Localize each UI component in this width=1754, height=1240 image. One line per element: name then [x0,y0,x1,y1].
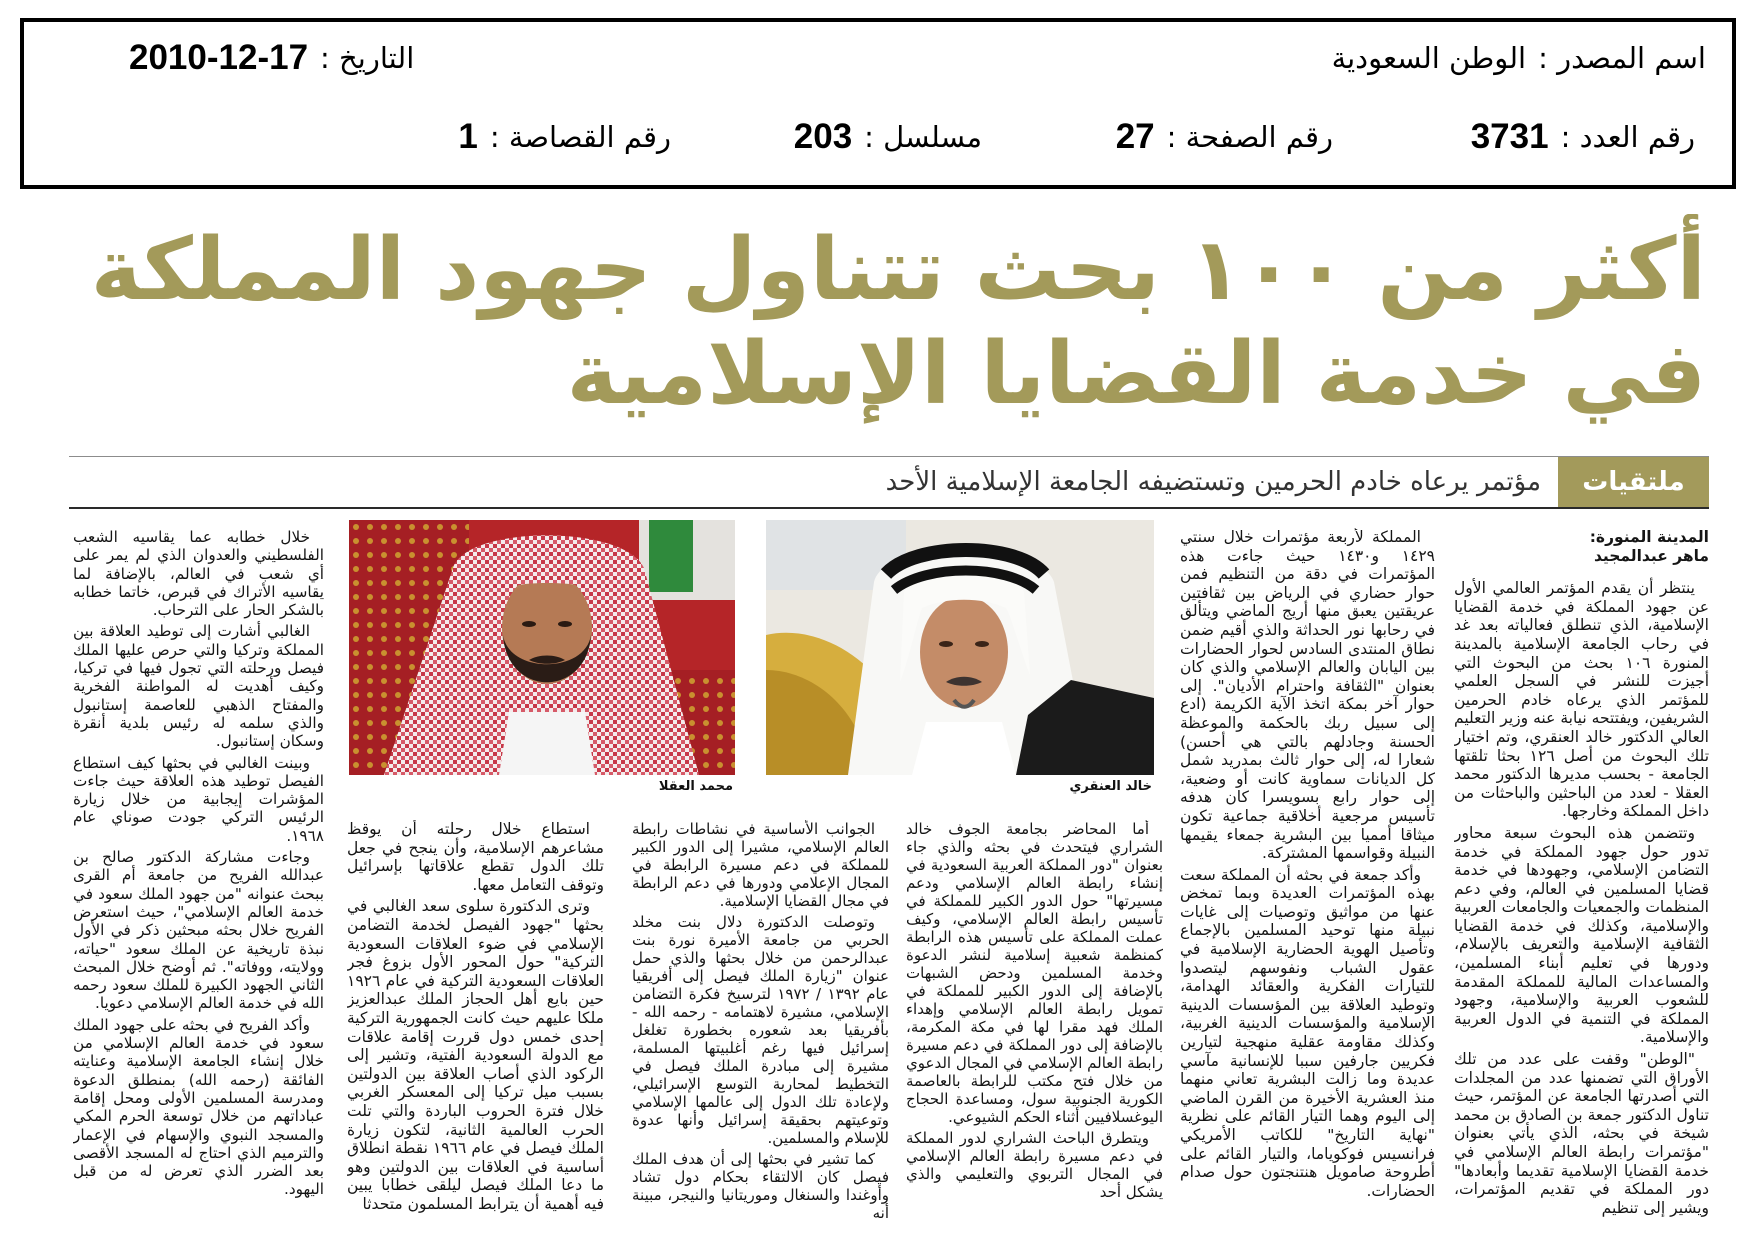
face [920,596,1008,708]
photo-mohammed-alaqla [349,520,735,775]
flag [649,520,693,592]
section-rule-bottom [69,507,1709,509]
right-eye [558,621,572,627]
article-paragraph: ويتطرق الباحث الشراري لدور المملكة في دعم مسيرة رابطة العالم الإسلامي في المجال التربوي والتعليمي والذي يشكل أحد [906,1129,1163,1201]
article-paragraph: الغالبي أشارت إلى توطيد العلاقة بين المملكة وتركيا والتي حرص عليها الملك فيصل ورحلته التي تجول فيها في تركيا، وكيف أهديت له المواطنة الفخرية والمفتاح الذهبي للعاصمة إستانبول والذي سلمه له رئيس بلدية أنقرة وسكان إستانبول. [73,622,324,751]
thobe [499,712,595,775]
page-label: رقم الصفحة : [1166,120,1333,154]
article-column-2 [1180,528,1435,1224]
left-eye [522,621,536,627]
article-paragraph: الجوانب الأساسية في نشاطات رابطة العالم الإسلامي، مشيرا إلى الدور الكبير للمملكة في دعم مسيرة الرابطة في المجال الإعلامي ودورها في دعم الرابطة في مجال القضايا الإسلامية. [632,820,889,910]
article-paragraph: وترى الدكتورة سلوى سعد الغالبي في بحثها "جهود الفيصل لخدمة التضامن الإسلامي في ضوء العلاقات السعودية التركية" حول المحور الأول بزوغ فجر العلاقات السعودية التركية في عام ١٩٢٦ حين بايع أهل الحجاز الملك عبدالعزيز ملكا عليهم حيث كانت الجمهورية التركية إحدى خمس دول قررت إقامة علاقات مع الدولة السعودية الفتية، وتشير إلى الركود الذي أصاب العلاقة بين الدولتين بسبب ميل تركيا إلى المعسكر الغربي خلال فترة الحروب الباردة والتي تلت الحرب العالمية الثانية، لتكون زيارة الملك فيصل في عام ١٩٦٦ نقطة انطلاق أساسية في العلاقات بين الدولتين وهو ما دعا الملك فيصل ليلقى خطابا يبين فيه أهمية أن يترابط المسلمون متحدثا [347,897,604,1213]
serial-field [794,117,982,157]
issue-label: رقم العدد : [1560,120,1695,154]
headline-line-1: أكثر من ١٠٠ بحث تتناول جهود المملكة [90,220,1706,320]
clip-number-field [458,117,671,157]
byline: ماهر عبدالمجيد [1593,546,1709,565]
page-field [1116,117,1333,157]
article-paragraph: خلال خطابه عما يقاسيه الشعب الفلسطيني والعدوان الذي لم يمر على أي شعب في العالم، بالإضافة لما يقاسيه الأتراك في قبرص، خاتما خطابه بالشكر الحار على الترحاب. [73,528,324,620]
clip-number-value: 1 [458,117,478,156]
serial-value: 203 [793,117,853,156]
thobe-collar [912,722,1016,775]
article-paragraph: كما تشير في بحثها إلى أن هدف الملك فيصل كان الالتقاء بحكام دول تشاد وأوغندا والسنغال وموريتانيا والنيجر، مبينة أنه [632,1150,889,1222]
section-rule-top [69,456,1709,457]
date-value: 2010-12-17 [129,38,309,77]
right-eye [975,641,989,647]
date-label: التاريخ : [320,41,415,75]
article-column-5 [347,820,604,1224]
article-column-1 [1454,528,1709,1224]
photo-khalid-alanqari [766,520,1154,775]
article-paragraph: ينتظر أن يقدم المؤتمر العالمي الأول عن جهود المملكة في خدمة القضايا الإسلامية، الذي تنطلق فعالياته بعد غد في رحاب الجامعة الإسلامية بالمدينة المنورة ١٠٦ بحث من البحوث التي أجيزت للنشر في السجل العلمي للمؤتمر الذي يرعاه خادم الحرمين الشريفين، ويفتتحه نيابة عنه وزير التعليم العالي الدكتور خالد العنقري، وتم اختيار تلك البحوث من أصل ١٢٦ بحثا تلقتها الجامعة - بحسب مديرها الدكتور محمد العقلا - لعدد من الباحثين والباحثات من داخل المملكة وخارجها. [1454,579,1709,821]
left-eye [939,641,953,647]
section-tag: ملتقيات [1558,457,1709,507]
article-paragraph: وتوصلت الدكتورة دلال بنت مخلد الحربي من جامعة الأميرة نورة بنت عبدالرحمن من خلال بحثها والذي حمل عنوان "زيارة الملك فيصل إلى أفريقيا عام ١٣٩٢ / ١٩٧٢ لترسيخ فكرة التضامن الإسلامي، مشيرة لاهتمامه - رحمه الله - بأفريقيا بعد شعوره بخطورة تغلغل إسرائيل فيها رغم أغلبيتها المسلمة، مشيرة إلى مبادرة الملك فيصل في التخطيط لمحاربة التوسع الإسرائيلي، ولإعادة تلك الدول إلى عالمها الإسلامي وتوعيتهم بحقيقة إسرائيل وأنها عدوة للإسلام والمسلمين. [632,913,889,1147]
article-paragraph: وأكد جمعة في بحثه أن المملكة سعت بهذه المؤتمرات العديدة وبما تمخض عنها من مواثيق وتوصيات إلى غايات نبيلة منها توحيد المسلمين بالإجماع وتأصيل الهوية الحضارية الإسلامية في عقول الشباب ونفوسهم ليتصدوا للتيارات الفكرية والعقائد الهدامة، وتوطيد العلاقة بين المؤسسات الدينية الإسلامية والمؤسسات الدينية الغربية، وكذلك مقاومة عقلية منهجية لتيارين فكريين جارفين سببا للإنسانية مآسي عديدة وما زالت البشرية تعاني منهما منذ العشرية الأخيرة من القرن الماضي إلى اليوم وهما التيار القائم على نظرية "نهاية التاريخ" للكاتب الأمريكي فرانسيس فوكوياما، والتيار القائم على أطروحة صامويل هنتنجتون حول صدام الحضارات. [1180,865,1435,1200]
article-paragraph: وجاءت مشاركة الدكتور صالح بن عبدالله الفريح من جامعة أم القرى ببحث عنوانه "من جهود الملك سعود في خدمة العالم الإسلامي"، حيث استعرض الفريح خلال بحثه مبحثين ذكر في الأول نبذة تاريخية عن الملك سعود "حياته، وولايته، ووفاته". ثم أوضح خلال المبحث الثاني الجهود الكبيرة للملك سعود رحمه الله في خدمة العالم الإسلامي دعويا. [73,848,324,1013]
page-value: 27 [1115,117,1155,156]
source-field [1332,38,1706,78]
source-label: اسم المصدر : [1538,41,1706,75]
portrait-illustration [766,520,1154,775]
article-paragraph: وأكد الفريح في بحثه على جهود الملك سعود في خدمة العالم الإسلامي من خلال إنشاء الجامعة الإسلامية وعنايته الفائقة (رحمه الله) بمنطلق الدعوة ومدرسة المسلمين الأولى ومحل إقامة عباداتهم من خلال توسعة الحرم المكي والمسجد النبوي والإسهام في الإعمار والترميم الذي احتاج له المسجد الأقصى بعد الضرر الذي تعرض له من قبل اليهود. [73,1015,324,1199]
photo-caption-right: خالد العنقري [1069,779,1152,794]
article-column-4 [632,820,889,1224]
article-paragraph: المملكة لأربعة مؤتمرات خلال سنتي ١٤٢٩ و١٤٣٠ حيث جاءت هذه المؤتمرات في دقة من التنظيم فمن حوار حضاري في الرياض بين ثقافتين عريقتين يعبق منها أريج الماضي ويتألق في رحابها نور الحداثة والذي أقيم ضمن نطاق المنتدى السادس لحوار الحضارات بين اليابان والعالم الإسلامي والذي كان بعنوان "الثقافة واحترام الأديان". إلى حوار آخر بمكة اتخذ الآية الكريمة (ادع إلى سبيل ربك بالحكمة والموعظة الحسنة وجادلهم بالتي هي أحسن) شعارا له، إلى حوار ثالث بمدريد شمل كل الديانات سماوية كانت أو وضعية، إلى حوار رابع بسويسرا كان هدفه تأسيس مرجعية أخلاقية جماعية تكون ميثاقا أمميا بين البشرية جمعاء يقيمها النبيلة وقواسمها المشتركة. [1180,528,1435,863]
article-paragraph: وتتضمن هذه البحوث سبعة محاور تدور حول جهود المملكة في خدمة التضامن الإسلامي، وجهودها في خدمة قضايا المسلمين في العالم، وفي دعم المنظمات والجمعيات والجامعات العربية والإسلامية، وكذلك في خدمة القضايا الثقافية الإسلامية والتعريف بالإسلام، ودورها في تعليم أبناء المسلمين، والمساعدات المالية للمملكة المقدمة للشعوب العربية والإسلامية، وجهود المملكة في التنمية في الدول العربية والإسلامية. [1454,823,1709,1047]
clipping-info-box [20,18,1736,189]
source-value: الوطن السعودية [1331,41,1527,75]
issue-value: 3731 [1470,117,1549,156]
article-column-6 [73,528,324,1224]
headline-line-2: في خدمة القضايا الإسلامية [566,324,1706,424]
article-paragraph: أما المحاضر بجامعة الجوف خالد الشراري فيتحدث في بحثه والذي جاء بعنوان "دور المملكة العربية السعودية في إنشاء رابطة العالم الإسلامي ودعم مسيرتها" حول الدور الكبير للمملكة في تأسيس رابطة العالم الإسلامي، وكيف عملت المملكة على تأسيس هذه الرابطة كمنظمة شعبية إسلامية لنشر الدعوة وخدمة المسلمين ودحض الشبهات بالإضافة إلى الدور الكبير للمملكة في تمويل رابطة العالم الإسلامي وإهداء الملك فهد مقرا لها في مكة المكرمة، بالإضافة إلى دور المملكة في دعم مسيرة رابطة العالم الإسلامي في المجال الدعوي من خلال فتح مكتب للرابطة بالعاصمة الكورية الجنوبية سول، ومساعدة الحجاج اليوغسلافيين أثناء الحكم الشيوعي. [906,820,1163,1126]
portrait-illustration [349,520,735,775]
article-paragraph: "الوطن" وقفت على عدد من تلك الأوراق التي تضمنها عدد من المجلدات التي أصدرتها الجامعة عن المؤتمر، حيث تناول الدكتور جمعة بن الصادق بن محمد شيخة في بحثه، الذي يأتي بعنوان "مؤتمرات رابطة العالم الإسلامي في خدمة القضايا الإسلامية تقديما وأبعادها" دور المملكة في تقديم المؤتمرات، ويشير إلى تنظيم [1454,1050,1709,1217]
article-column-3 [906,820,1163,1224]
article-paragraph: وبينت الغالبي في بحثها كيف استطاع الفيصل توطيد هذه العلاقة حيث جاءت المؤشرات إيجابية من خلال زيارة الرئيس التركي جودت صوناي عام ١٩٦٨. [73,753,324,845]
serial-label: مسلسل : [864,120,982,154]
photo-caption-left: محمد العقلا [658,779,733,794]
issue-field [1471,117,1695,157]
dateline-city: المدينة المنورة: [1589,528,1709,546]
clip-number-label: رقم القصاصة : [489,120,671,154]
date-field [129,38,414,78]
article-paragraph: استطاع خلال رحلته أن يوقظ مشاعرهم الإسلامية، وأن ينجح في جعل تلك الدول تقطع علاقاتها بإسرائيل وتوقف التعامل معها. [347,820,604,894]
subheadline: مؤتمر يرعاه خادم الحرمين وتستضيفه الجامعة الإسلامية الأحد [885,467,1541,497]
